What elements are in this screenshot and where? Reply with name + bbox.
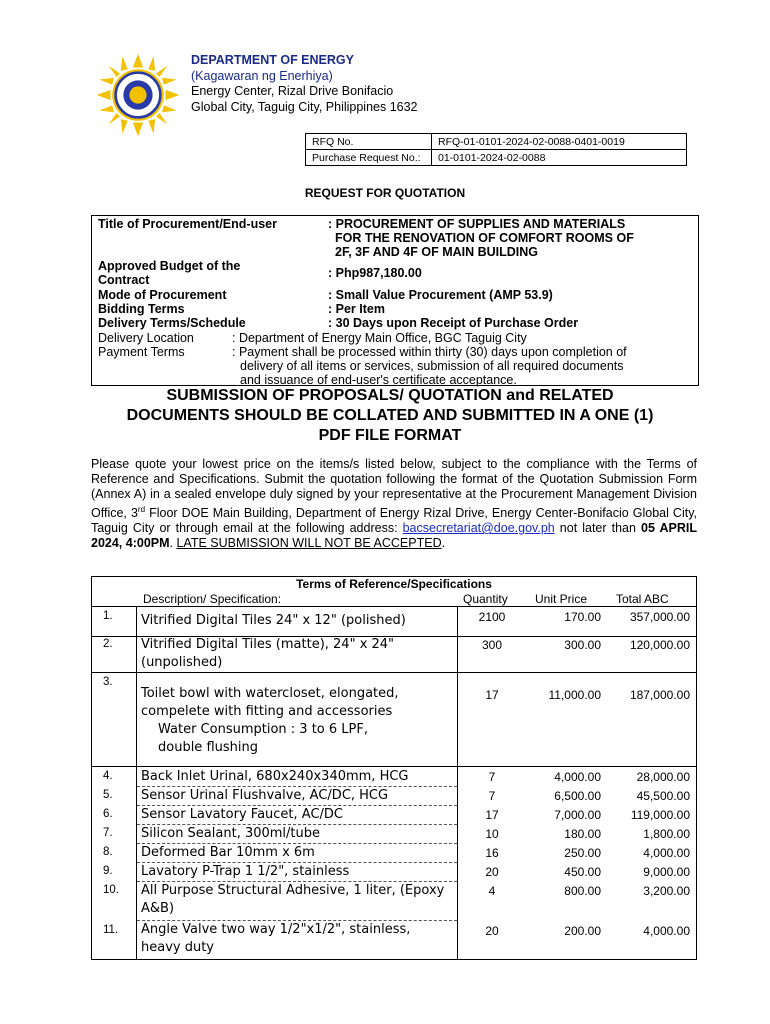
item-quantity: 2100 bbox=[478, 610, 506, 624]
item-description: Angle Valve two way 1/2"x1/2", stainless, heavy duty bbox=[141, 922, 411, 955]
item-total: 187,000.00 bbox=[629, 688, 690, 702]
item-number: 3. bbox=[103, 676, 113, 688]
item-quantity: 20 bbox=[485, 924, 499, 938]
item-total: 4,000.00 bbox=[643, 924, 690, 938]
payment-value-2: delivery of all items or services, submission of all required documents bbox=[240, 359, 624, 373]
item-description: Sensor Urinal Flushvalve, AC/DC, HCG bbox=[141, 788, 389, 803]
mode-label: Mode of Procurement bbox=[98, 288, 227, 302]
item-quantity: 20 bbox=[485, 865, 499, 879]
row-divider bbox=[91, 766, 697, 767]
payment-value-1: : Payment shall be processed within thirty (30) days upon completion of bbox=[232, 345, 627, 359]
item-total: 1,800.00 bbox=[643, 827, 690, 841]
item-description-extra: double flushing bbox=[158, 740, 258, 755]
bidding-value: : Per Item bbox=[328, 302, 385, 316]
item-description: Back Inlet Urinal, 680x240x340mm, HCG bbox=[141, 769, 409, 784]
item-unit-price: 450.00 bbox=[564, 865, 601, 879]
para-sup: rd bbox=[137, 505, 146, 514]
bidding-label: Bidding Terms bbox=[98, 302, 185, 316]
procurement-value-2: FOR THE RENOVATION OF COMFORT ROOMS OF bbox=[335, 231, 634, 245]
abc-label-2: Contract bbox=[98, 273, 150, 287]
rfq-box bbox=[305, 133, 687, 166]
table-title: Terms of Reference/Specifications bbox=[296, 577, 492, 591]
item-quantity: 17 bbox=[485, 688, 499, 702]
item-number: 5. bbox=[103, 789, 113, 801]
item-total: 45,500.00 bbox=[636, 789, 690, 803]
item-number: 10. bbox=[103, 884, 119, 896]
abc-label-1: Approved Budget of the bbox=[98, 259, 241, 273]
item-quantity: 7 bbox=[488, 770, 496, 784]
rfq-value: RFQ-01-0101-2024-02-0088-0401-0019 bbox=[432, 134, 687, 150]
payment-label: Payment Terms bbox=[98, 345, 185, 359]
procurement-value-3: 2F, 3F AND 4F OF MAIN BUILDING bbox=[335, 245, 539, 259]
instructions-paragraph bbox=[91, 457, 697, 551]
item-total: 120,000.00 bbox=[629, 638, 690, 652]
submission-line-3: PDF FILE FORMAT bbox=[318, 427, 462, 444]
item-unit-price: 200.00 bbox=[564, 924, 601, 938]
item-description: Deformed Bar 10mm x 6m bbox=[141, 845, 315, 860]
delivery-label: Delivery Terms/Schedule bbox=[98, 316, 246, 330]
item-quantity: 17 bbox=[485, 808, 499, 822]
para-text-2: Floor DOE Main Building, Department of Energy Rizal Drive, Energy Center-Bonifacio Global City, Taguig City or through email at the following address: bbox=[91, 506, 697, 536]
location-label: Delivery Location bbox=[98, 331, 194, 345]
col-divider bbox=[457, 606, 458, 960]
submission-notice bbox=[80, 386, 700, 446]
mode-value: : Small Value Procurement (AMP 53.9) bbox=[328, 288, 553, 302]
col-divider bbox=[136, 606, 137, 960]
procurement-label: Title of Procurement/End-user bbox=[98, 217, 277, 231]
item-description: Lavatory P-Trap 1 1/2", stainless bbox=[141, 864, 350, 879]
item-unit-price: 11,000.00 bbox=[548, 688, 601, 702]
late-warning: LATE SUBMISSION WILL NOT BE ACCEPTED bbox=[176, 536, 442, 551]
submission-line-1: SUBMISSION OF PROPOSALS/ QUOTATION and RELATED bbox=[166, 387, 614, 404]
item-description: Sensor Lavatory Faucet, AC/DC bbox=[141, 807, 343, 822]
department-subtitle: (Kagawaran ng Enerhiya) bbox=[191, 68, 333, 83]
item-unit-price: 250.00 bbox=[564, 846, 601, 860]
item-description-extra: Water Consumption : 3 to 6 LPF, bbox=[158, 722, 368, 737]
para-text-1: Please quote your lowest price on the items/s listed below, subject to the compliance with the Terms of Reference and Specifications. Submit the quotation following the format of the Quotation Submission Form (Annex A) in a sealed envelope duly signed by your representative at the Procurement Management Division Office, 3 bbox=[91, 457, 697, 521]
item-description: Toilet bowl with watercloset, elongated, compelete with fitting and accessories Water Consumption : 3 to 6 LPF, double flushing bbox=[141, 685, 446, 757]
item-total: 28,000.00 bbox=[636, 770, 690, 784]
item-total: 4,000.00 bbox=[643, 846, 690, 860]
para-text-5: . bbox=[441, 536, 446, 551]
abc-value: : Php987,180.00 bbox=[328, 266, 422, 280]
address-line-1: Energy Center, Rizal Drive Bonifacio bbox=[191, 84, 394, 98]
department-header bbox=[191, 53, 418, 115]
address-line-2: Global City, Taguig City, Philippines 1632 bbox=[191, 99, 418, 114]
header-divider bbox=[91, 606, 697, 607]
item-number: 7. bbox=[103, 827, 113, 839]
para-text-3: not later than bbox=[554, 521, 641, 536]
submission-line-2: DOCUMENTS SHOULD BE COLLATED AND SUBMITTED IN A ONE (1) bbox=[126, 407, 654, 424]
item-unit-price: 300.00 bbox=[564, 638, 601, 652]
rfq-label: RFQ No. bbox=[306, 134, 432, 150]
delivery-value: : 30 Days upon Receipt of Purchase Order bbox=[328, 316, 579, 330]
item-number: 8. bbox=[103, 846, 113, 858]
item-total: 357,000.00 bbox=[629, 610, 690, 624]
department-name: DEPARTMENT OF ENERGY bbox=[191, 53, 354, 67]
item-number: 9. bbox=[103, 865, 113, 877]
col-header-unit-price: Unit Price bbox=[535, 592, 588, 606]
col-header-quantity: Quantity bbox=[463, 592, 508, 606]
item-unit-price: 800.00 bbox=[564, 884, 601, 898]
deadline: 05 APRIL 2024, 4:00PM bbox=[91, 521, 697, 551]
item-number: 1. bbox=[103, 610, 113, 622]
item-quantity: 4 bbox=[488, 884, 496, 898]
item-number: 2. bbox=[103, 638, 113, 650]
item-description: Silicon Sealant, 300ml/tube bbox=[141, 826, 321, 841]
item-description: All Purpose Structural Adhesive, 1 liter, (Epoxy A&B) bbox=[141, 883, 445, 916]
para-text-4: . bbox=[169, 536, 177, 551]
pr-value: 01-0101-2024-02-0088 bbox=[432, 150, 687, 166]
item-quantity: 7 bbox=[488, 789, 496, 803]
item-unit-price: 6,500.00 bbox=[554, 789, 601, 803]
item-unit-price: 4,000.00 bbox=[554, 770, 601, 784]
doe-seal-icon bbox=[95, 52, 181, 138]
item-total: 9,000.00 bbox=[643, 865, 690, 879]
item-description: Vitrified Digital Tiles 24" x 12" (polished) bbox=[141, 613, 406, 628]
item-unit-price: 180.00 bbox=[564, 827, 601, 841]
item-quantity: 16 bbox=[485, 846, 499, 860]
item-number: 11. bbox=[103, 924, 119, 936]
item-unit-price: 7,000.00 bbox=[554, 808, 601, 822]
item-total: 119,000.00 bbox=[630, 808, 690, 822]
item-description: Vitrified Digital Tiles (matte), 24" x 24" (unpolished) bbox=[141, 637, 395, 670]
payment-value-3: and issuance of end-user's certificate acceptance. bbox=[240, 373, 517, 387]
email-link[interactable]: bacsecretariat@doe.gov.ph bbox=[402, 521, 555, 536]
item-quantity: 300 bbox=[481, 638, 503, 652]
pr-label: Purchase Request No.: bbox=[306, 150, 432, 166]
item-unit-price: 170.00 bbox=[564, 610, 601, 624]
col-header-description: Description/ Specification: bbox=[143, 592, 282, 606]
page-title: REQUEST FOR QUOTATION bbox=[304, 186, 466, 200]
item-number: 4. bbox=[103, 770, 113, 782]
item-number: 6. bbox=[103, 808, 113, 820]
procurement-value-1: : PROCUREMENT OF SUPPLIES AND MATERIALS bbox=[328, 217, 626, 231]
location-value: : Department of Energy Main Office, BGC Taguig City bbox=[232, 331, 527, 345]
col-header-total: Total ABC bbox=[616, 592, 669, 606]
row-divider bbox=[91, 672, 697, 673]
item-total: 3,200.00 bbox=[643, 884, 690, 898]
item-quantity: 10 bbox=[485, 827, 499, 841]
